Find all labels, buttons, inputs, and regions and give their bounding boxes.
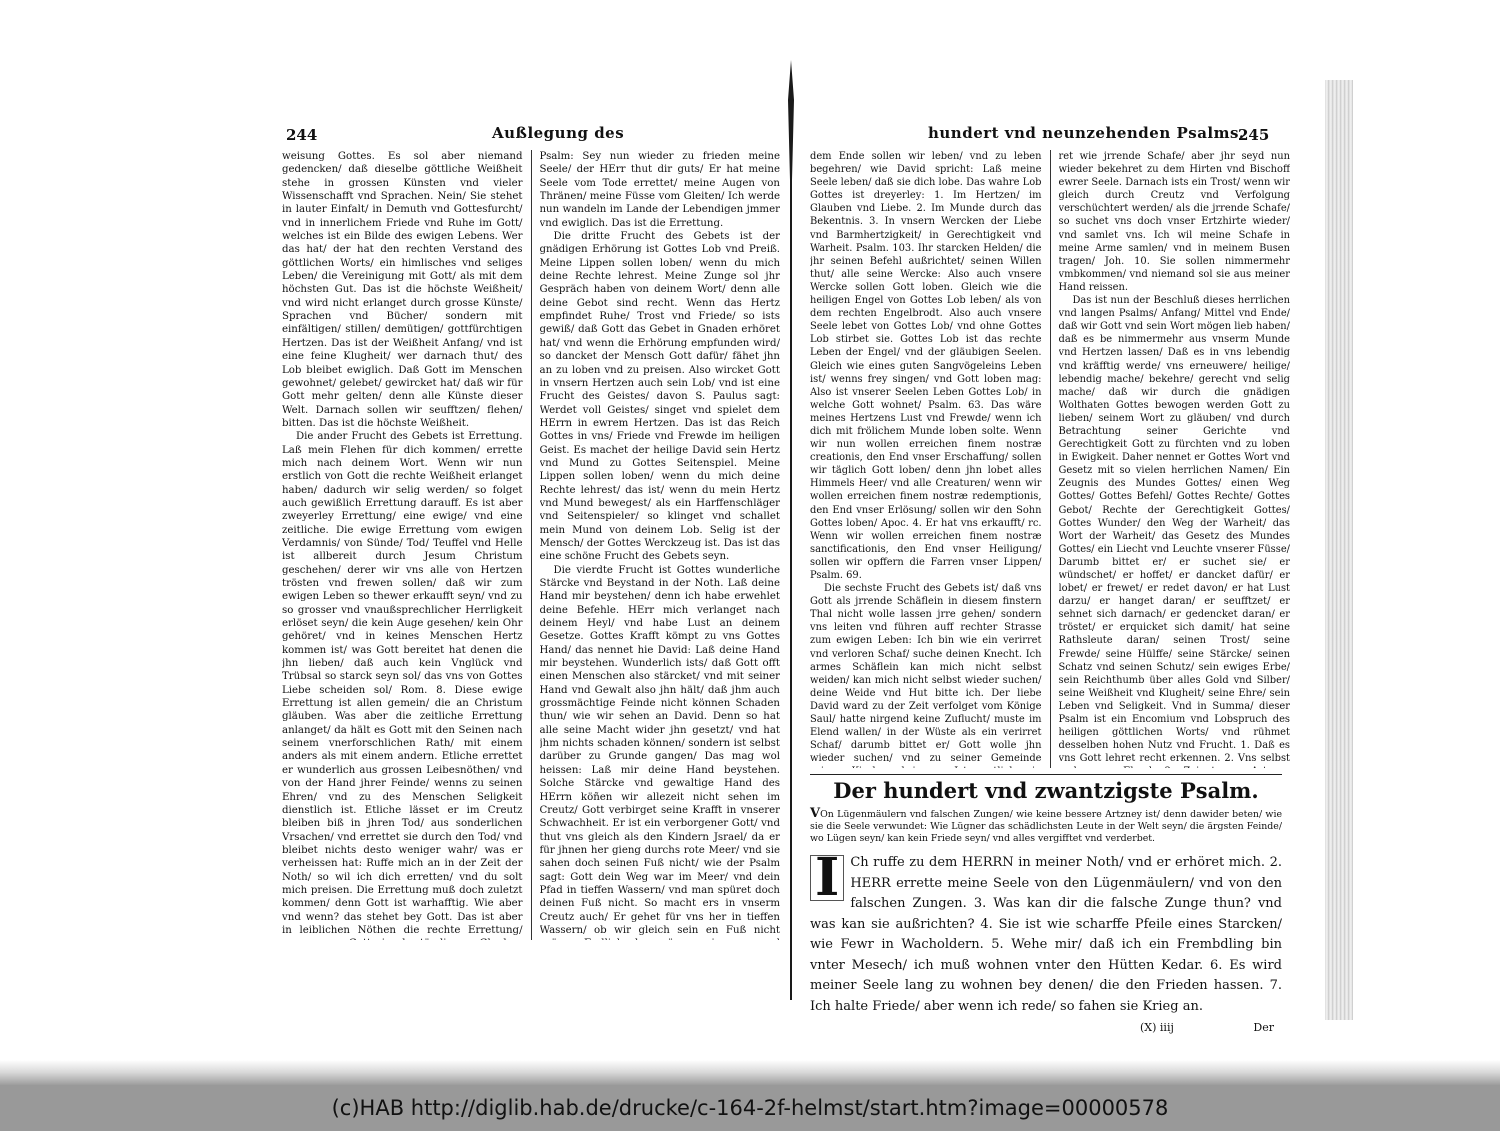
psalm-summary — [810, 808, 1282, 845]
catchword: Der — [1253, 1021, 1274, 1034]
paragraph: ret wie jrrende Schafe/ aber jhr seyd nun wieder bekehret zu dem Hirten vnd Bischoff ewrer Seele. Darnach ists ein Trost/ wenn wir gleich durch Creutz vnd Verfolgung verschüchtert werden/ als die jrrende Schafe/ so suchet vns doch vnser Ertzhirte wieder/ vnd samlet vns. Ich wil meine Schafe in meine Arme samlen/ vnd in meinem Busen tragen/ Joh. 10. Sie sollen nimmermehr vmbkommen/ vnd niemand sol sie aus meiner Hand reissen. — [1058, 151, 1290, 293]
copyright-caption: (c)HAB http://diglib.hab.de/drucke/c-164-2f-helmst/start.htm?image=00000578 — [331, 1096, 1169, 1120]
paragraph: weisung Gottes. Es sol aber niemand gedencken/ daß dieselbe göttliche Weißheit stehe in grossen Künsten vnd vieler Wissenschafft vnd Sprachen. Nein/ Sie stehet in lauter Einfalt/ in Demuth vnd Gottesfurcht/ vnd in innerlichem Friede vnd Ruhe im Gott/ welches ist ein Bilde des ewigen Lebens. Wer das hat/ der hat den rechten Verstand des göttlichen Worts/ ein himlisches vnd seliges Leben/ die Vereinigung mit Gott/ als mit dem höchsten Gut. Das ist die höchste Weißheit/ vnd wird nicht erlanget durch grosse Künste/ Sprachen vnd Bücher/ sondern mit einfältigen/ stillen/ demütigen/ gottfürchtigen Hertzen. Das ist der Weißheit Anfang/ vnd ist eine feine Klugheit/ wer darnach thut/ des Lob bleibet ewiglich. Daß Gott im Menschen gewohnet/ gelebet/ gewircket hat/ daß wir für Gott mehr gelten/ denn alle Künste dieser Welt. Darnach sollen wir seufftzen/ flehen/ bitten. Das ist die höchste Weißheit. — [282, 151, 523, 429]
right-page-column-1 — [810, 150, 1042, 768]
paragraph: Psalm: Sey nun wieder zu frieden meine Seele/ der HErr thut dir guts/ Er hat meine Seele vom Tode errettet/ meine Augen von Thränen/ meine Füsse vom Gleiten/ Ich werde nun wandeln im Lande der Lebendigen jmmer vnd ewiglich. Das ist die Errettung. — [539, 151, 780, 229]
caption-bar — [0, 1085, 1500, 1131]
paragraph: Die sechste Frucht des Gebets ist/ daß vns Gott als jrrende Schäflein in diesem finstern Thal nicht wolle lassen jrre gehen/ sondern vns leiten vnd führen auff rechter Strasse zum ewigen Leben: Ich bin wie ein verirret vnd verloren Schaf/ suche deinen Knecht. Ich armes Schäflein kan mich nicht selbst weiden/ kan mich nicht selbst wieder suchen/ deine Weide vnd Hut bitte ich. Der liebe David ward zu der Zeit verfolget vom Könige Saul/ hatte nirgend keine Zuflucht/ muste im Elend wallen/ in der Wüste als ein verirret Schaf/ darumb bittet er/ Gott wolle jhn wieder suchen/ vnd zu seiner Gemeinde — [810, 583, 1042, 765]
gutter-spine — [786, 60, 796, 1010]
signature-mark: (X) iiij — [1140, 1021, 1174, 1034]
right-page-column-2 — [1059, 150, 1291, 768]
psalm-verses — [810, 847, 1282, 1017]
paragraph: Das ist nun der Beschluß dieses herrlichen vnd langen Psalms/ Anfang/ Mittel vnd Ende/ daß wir Gott vnd sein Wort mögen lieb haben/ daß es be nimmermehr aus vnserm Munde vnd Hertzen lassen/ Daß es in vns lebendig vnd kräfftig werde/ vns erneuwere/ heilige/ lebendig mache/ bekehre/ gerecht vnd selig mache/ daß wir durch die gnädigen Wolthaten Gottes bewogen werden Gott zu lieben/ seinem Wort zu gläuben/ vnd durch Betrachtung seiner Gerichte vnd Gerechtigkeit Gott zu fürchten vnd zu loben in Ewigkeit. Daher nennet er Gottes Wort vnd Gesetz mit so vielen herrlichen Namen/ Ein Zeugnis des Mundes Gottes/ einen Weg Gottes/ Gottes Befehl/ Gottes Rechte/ Gottes Gebot/ Rechte der Gerechtigkeit Gottes/ Gottes Wunder/ den Weg der Warheit/ das Wort der Warheit/ das Gesetz des Mundes Gottes/ ein Liecht vnd Leuchte vnserer Füsse/ Darumb bittet er/ er suchet sie/ er wündschet/ er hoffet/ er dancket dafür/ er lobet/ er frewet/ er redet davon/ er hat Lust darzu/ er hanget daran/ er seufftzet/ er sehnet sich darnach/ er gedencket daran/ er tröstet/ er erquicket sich damit/ hat seine Rathsleute daran/ seinen Trost/ seine Frewde/ seine Hülffe/ seine Stärcke/ seinen Schatz vnd seinen Schutz/ sein ewiges Erbe/ sein Reichthumb über alles Gold vnd Silber/ seine Weißheit vnd Klugheit/ seine Ehre/ sein Leben vnd Seligkeit. Vnd in Summa/ dieser Psalm ist ein Encomium vnd Lobspruch des heiligen göttlichen Worts/ vnd rühmet desselben hohen Nutz vnd Frucht. 1. Daß es vns Gott lehret recht erkennen. 2. Vns selbst — [1058, 295, 1290, 765]
paragraph: Die dritte Frucht des Gebets ist der gnädigen Erhörung ist Gottes Lob vnd Preiß. Meine Lippen sollen loben/ wenn du mich deine Rechte lehrest. Meine Zunge sol jhr Gespräch haben von deinem Wort/ denn alle deine Gebot sind recht. Wenn das Hertz empfindet Ruhe/ Trost vnd Friede/ so ists gewiß/ daß Gott das Gebet in Gnaden erhöret hat/ vnd wenn die Erhörung empfunden wird/ so dancket der Mensch Gott dafür/ fähet jhn an zu loben vnd zu preisen. Also wircket Gott in vnsern Hertzen auch sein Lob/ vnd ist eine Frucht des Geistes/ davon S. Paulus sagt: Werdet voll Geistes/ singet vnd spielet dem HErrn in ewrem Hertzen. Das ist das Reich Gottes in vns/ Friede vnd Frewde im heiligen Geist. Es machet der heilige David sein Hertz vnd Mund zu Gottes Seitenspiel. Meine Lippen sollen loben/ wenn du mich deine Rechte lehrest/ das ist/ wenn du mein Hertz vnd Mund bewegest/ als ein Harffenschläger vnd Seitenspieler/ so klinget vnd schallet mein Mund von deinem Lob. Selig ist der Mensch/ der Gottes Werckzeug ist. Das ist das eine schöne Frucht des Gebets seyn. — [539, 231, 780, 563]
page-number: 244 — [286, 126, 318, 144]
left-page — [272, 120, 780, 1000]
left-page-column-2 — [540, 150, 781, 940]
psalm-verse-text: Ch ruffe zu dem HERRN in meiner Noth/ vnd er erhöret mich. 2. HERR errette meine Seele von den Lügenmäulern/ vnd von den falschen Zungen. 3. Was kan dir die falsche Zunge thun? vnd was kan sie außrichten? 4. Sie ist wie scharffe Pfeile eines Starcken/ wie Fewr in Wacholdern. 5. Wehe mir/ daß ich ein Frembdling bin vnter Mesech/ ich muß wohnen vnter den Hütten Kedar. 6. Es wird meiner Seele lang zu wohnen bey denen/ die den Frieden hassen. 7. Ich halte Friede/ aber wenn ich rede/ so fahen sie Krieg an. — [810, 855, 1282, 1014]
paragraph: Die ander Frucht des Gebets ist Errettung. Laß mein Flehen für dich kommen/ errette mich nach deinem Wort. Wenn wir nun erstlich von Gott die rechte Weißheit erlanget haben/ dadurch wir selig werden/ so folget auch gewißlich Errettung darauff. Es ist aber zweyerley Errettung/ eine ewige/ vnd eine zeitliche. Die ewige Errettung vom ewigen Verdamnis/ von Sünde/ Tod/ Teuffel vnd Helle ist allbereit durch Jesum Christum geschehen/ derer wir vns alle von Hertzen trösten vnd frewen sollen/ daß wir zum ewigen Leben so thewer erkaufft seyn/ vnd zu so grosser vnd vnaußsprechlicher Herrligkeit erlöset seyn/ die kein Auge gesehen/ kein Ohr gehöret/ vnd in keines Menschen Hertz kommen ist/ was Gott bereitet hat denen die jhn lieben/ daß auch kein Vnglück vnd Trübsal so starck seyn sol/ das vns von Gottes Liebe scheiden sol/ Rom. 8. Diese ewige Errettung ist allen gemein/ die an Christum gläuben. Was aber die zeitliche Errettung anlanget/ da hält es Gott mit den Seinen nach seinem vnerforschlichen Rath/ mit einem anders als mit einem andern. Etliche errettet er wunderlich aus grossen Leibesnöthen/ vnd von der Hand jhrer Feinde/ wenns zu seinen Ehren/ vnd zu des Menschen Seligkeit dienstlich ist. Etliche lässet er im Creutz bleiben biß in jhren Tod/ aus sonderlichen Vrsachen/ vnd errettet sie durch den Tod/ vnd bleibet nichts desto weniger wahr/ was er verheissen hat: Ruffe mich an in der Zeit der Noth/ so wil ich dich erretten/ vnd du solt mich preisen. Die Errettung muß doch zuletzt kommen/ denn Gott ist warhafftig. Wie aber vnd wenn? das stehet bey Gott. Das ist aber in leiblichen Nöthen die rechte Errettung/ — [282, 431, 523, 936]
summary-text: On Lügenmäulern vnd falschen Zungen/ wie keine bessere Artzney ist/ denn dawider beten/ wie sie die Seele verwundet: Wie Lügner das schädlichsten Leute in der Welt seyn/ die ärgsten Feinde/ wo Lügen seyn/ kan kein Friede seyn/ vnd alles vergifftet vnd verderbet. — [810, 809, 1282, 844]
page-number: 245 — [1238, 126, 1270, 144]
paragraph: Die vierdte Frucht ist Gottes wunderliche Stärcke vnd Beystand in der Noth. Laß deine Hand mir beystehen/ denn ich habe erwehlet deine Befehle. HErr mich verlanget nach deinem Heyl/ vnd habe Lust an deinem Gesetze. Gottes Krafft kömpt zu vns Gottes Hand/ das nennet hie David: Laß deine Hand mir beystehen. Wunderlich ists/ daß Gott offt einen Menschen also stärcket/ vnd mit seiner Hand vnd Gewalt also jhn hält/ daß jhm auch grossmächtige Feinde nicht können Schaden thun/ wie wir sehen an David. Denn so hat alle seine Macht wider jhn gesetzt/ vnd hat jhm nichts schaden können/ sondern ist selbst darüber zu Grunde gangen/ Das mag wol heissen: Laß mir deine Hand beystehen. Solche Stärcke vnd gewaltige Hand des HErrn köñen wir allezeit nicht sehen im Creutz/ Gott verbirget seine Krafft in vnserer Schwachheit. Er ist ein verborgener Gott/ vnd thut vns gleich als den Kindern Jsrael/ da er für jhnen her gieng durchs rote Meer/ vnd sie sahen doch seinen Fuß nicht/ wie der Psalm sagt: Gott dein Weg war im Meer/ vnd dein Pfad in tieffen Wassern/ vnd man spüret doch deinen Fuß nicht. So macht ers in vnserm Creutz auch/ Er gehet für vns her in tieffen Wassern/ ob wir gleich sein en Fuß nicht — [539, 564, 780, 936]
drop-cap: I — [810, 855, 844, 901]
left-page-column-1 — [282, 150, 523, 940]
page-footer — [810, 1021, 1282, 1039]
paragraph: dem Ende sollen wir leben/ vnd zu leben begehren/ wie David spricht: Laß meine Seele leben/ daß sie dich lobe. Das wahre Lob Gottes ist dreyerley: 1. Im Hertzen/ im Glauben vnd Liebe. 2. Im Munde durch das Bekentnis. 3. In vnsern Wercken der Liebe vnd Barmhertzigkeit/ in Gerechtigkeit vnd Warheit. Psalm. 103. Ihr starcken Helden/ die jhr seinen Befehl außrichtet/ seinen Willen thut/ alle seine Wercke: Also auch vnsere Wercke sollen Gott loben. Gleich wie die heiligen Engel von Gottes Lob leben/ als von dem rechten Engelbrodt. Also auch vnsere Seele lebet von Gottes Lob/ vnd ohne Gottes Lob stirbet sie. Gottes Lob ist das rechte Leben der Engel/ vnd der gläubigen Seelen. Gleich wie eines guten Sangvögeleins Leben ist/ wenns frey singen/ vnd Gott loben mag: Also ist vnserer Seelen Leben Gottes Lob/ in welche Gott wohnet/ Psalm. 63. Das wäre meines Hertzens Lust vnd Frewde/ wenn ich dich mit frölichem Munde loben solte. Wenn wir nun wollen erreichen finem nostræ creationis, den End vnser Erschaffung/ sollen wir täglich Gott loben/ denn jhn lobet alles Himmels Heer/ vnd alle Creaturen/ wenn wir wollen erreichen finem nostræ redemptionis, den End vnser Erlösung/ sollen wir den Sohn Gottes loben/ Apoc. 4. Er hat vns erkaufft/ rc. Wenn wir wollen erreichen finem nostræ sanctificationis, den End vnser Heiligung/ sollen wir opffern die Farren vnser Lippen/ Psalm. 69. — [810, 151, 1042, 581]
summary-initial: V — [810, 806, 821, 821]
psalm-120-section — [810, 768, 1282, 1039]
left-page-header — [272, 120, 780, 148]
right-page — [800, 120, 1290, 1034]
bottom-page-edge — [0, 1060, 1500, 1085]
column-rule — [1050, 150, 1051, 768]
right-page-header — [800, 120, 1290, 148]
running-head: Außlegung des — [492, 124, 625, 142]
column-rule — [531, 150, 532, 940]
psalm-heading: Der hundert vnd zwantzigste Psalm. — [810, 774, 1282, 804]
page-edge-stack — [1325, 80, 1353, 1020]
running-head: hundert vnd neunzehenden Psalms. — [928, 124, 1245, 142]
